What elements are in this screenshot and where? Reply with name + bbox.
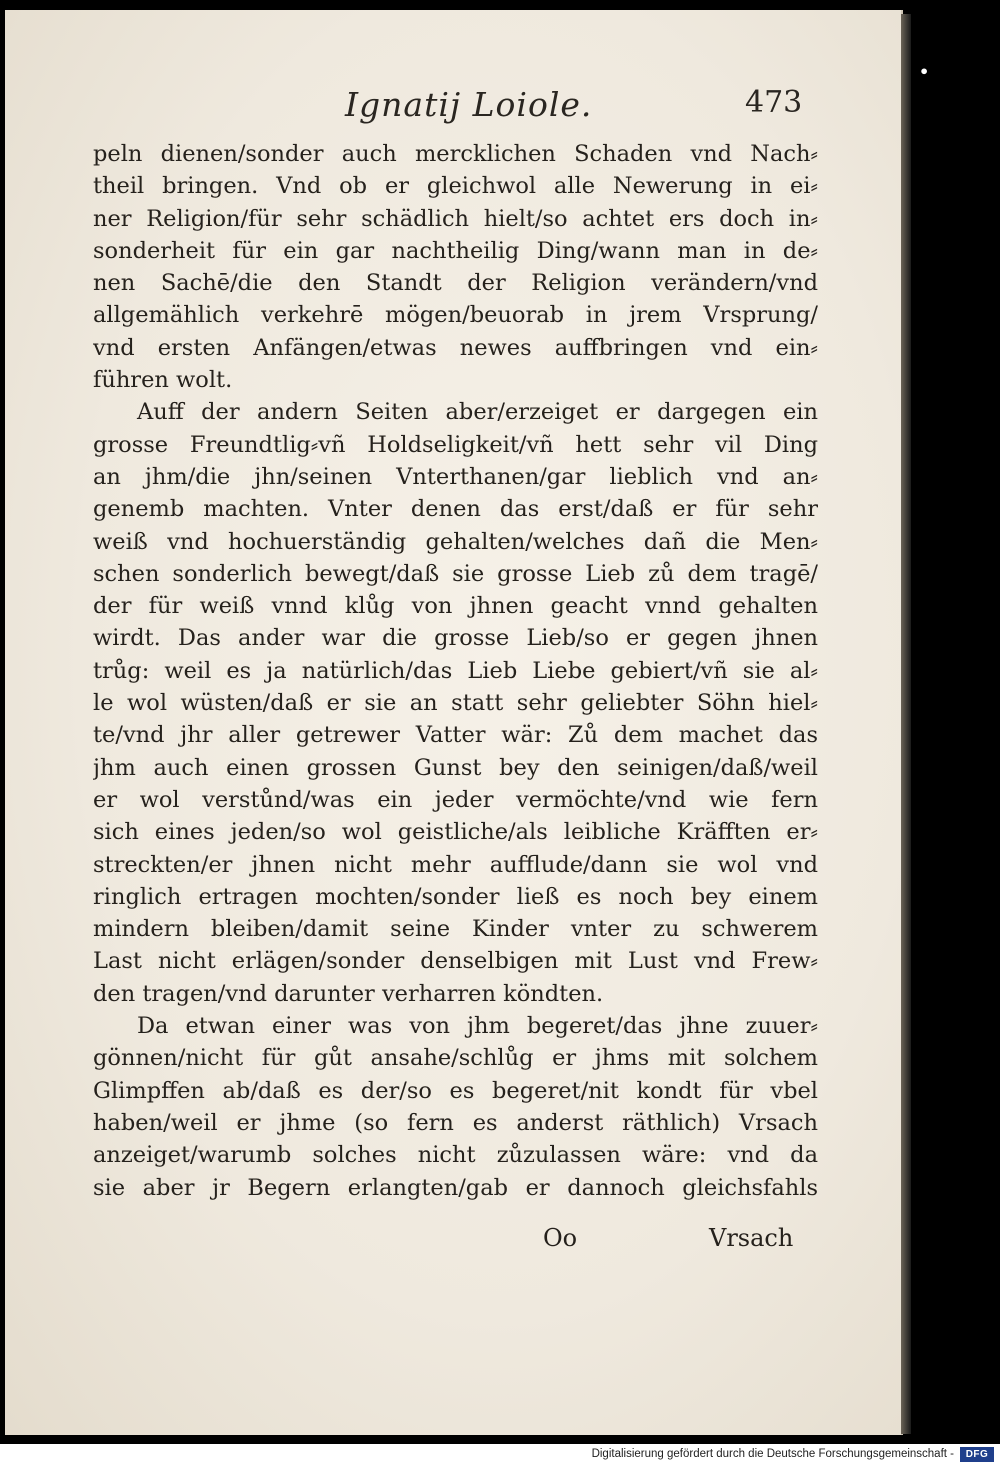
text-line: genemb machten. Vnter denen das erst/daß er für sehr: [93, 496, 818, 523]
text-line: le wol wüsten/daß er sie an statt sehr geliebter Söhn hiel⸗: [93, 690, 818, 717]
text-line: der für weiß vnnd klůg von jhnen geacht vnnd gehalten: [93, 593, 818, 620]
text-line: anzeiget/warumb solches nicht zůzulassen wäre: vnd da: [93, 1142, 818, 1169]
credit-bar: [0, 1444, 1000, 1466]
text-line: Last nicht erlägen/sonder denselbigen mit Lust vnd Frew⸗: [93, 948, 818, 975]
funding-credit: Digitalisierung gefördert durch die Deutsche Forschungsgemeinschaft -: [591, 1448, 954, 1460]
text-line: sie aber jr Begern erlangten/gab er dannoch gleichsfahls: [93, 1174, 818, 1201]
page-header: [345, 85, 825, 125]
book-page: [5, 10, 903, 1435]
text-line: nen Sachē/die den Standt der Religion verändern/vnd: [93, 270, 818, 297]
page-edge-shadow: [901, 14, 911, 1434]
text-line: grosse Freundtlig⸗vñ Holdseligkeit/vñ hett sehr vil Ding: [93, 431, 818, 458]
text-line: sich eines jeden/so wol geistliche/als leibliche Kräfften er⸗: [93, 819, 818, 846]
text-line: streckten/er jhnen nicht mehr aufflude/dann sie wol vnd: [93, 851, 818, 878]
page-footer: [93, 1224, 818, 1260]
text-line: weiß vnd hochuerständig gehalten/welches dañ die Men⸗: [93, 528, 818, 555]
text-line: Da etwan einer was von jhm begeret/das jhne zuuer⸗: [137, 1013, 818, 1040]
text-line: an jhm/die jhn/seinen Vnterthanen/gar lieblich vnd an⸗: [93, 463, 818, 490]
text-line: jhm auch einen grossen Gunst bey den seinigen/daß/weil: [93, 754, 818, 781]
dfg-logo: DFG: [960, 1447, 994, 1462]
text-line: ner Religion/für sehr schädlich hielt/so achtet ers doch in⸗: [93, 205, 818, 232]
text-line: mindern bleiben/damit seine Kinder vnter zu schwerem: [93, 916, 818, 943]
body-text: [93, 138, 818, 1204]
page-number: 473: [745, 85, 803, 120]
signature-mark: Oo: [543, 1224, 578, 1252]
text-line: führen wolt.: [93, 367, 233, 394]
text-line: trůg: weil es ja natürlich/das Lieb Liebe gebiert/vñ sie al⸗: [93, 657, 818, 684]
text-line: schen sonderlich bewegt/daß sie grosse Lieb zů dem tragē/: [93, 560, 818, 587]
catchword: Vrsach: [709, 1224, 794, 1252]
text-line: allgemählich verkehrē mögen/beuorab in jrem Vrsprung/: [93, 302, 818, 329]
text-line: gönnen/nicht für gůt ansahe/schlůg er jhms mit solchem: [93, 1045, 818, 1072]
edge-speck: •: [919, 62, 930, 81]
text-line: te/vnd jhr aller getrewer Vatter wär: Zů dem machet das: [93, 722, 818, 749]
text-line: ringlich ertragen mochten/sonder ließ es noch bey einem: [93, 883, 818, 910]
text-line: haben/weil er jhme (so fern es anderst räthlich) Vrsach: [93, 1109, 818, 1136]
text-line: Auff der andern Seiten aber/erzeiget er dargegen ein: [137, 399, 818, 426]
text-line: sonderheit für ein gar nachtheilig Ding/wann man in de⸗: [93, 237, 818, 264]
text-line: Glimpffen ab/daß es der/so es begeret/nit kondt für vbel: [93, 1077, 818, 1104]
text-line: peln dienen/sonder auch mercklichen Schaden vnd Nach⸗: [93, 141, 818, 167]
text-line: vnd ersten Anfängen/etwas newes auffbringen vnd ein⸗: [93, 334, 818, 361]
text-line: wirdt. Das ander war die grosse Lieb/so er gegen jhnen: [93, 625, 818, 652]
text-line: er wol verstůnd/was ein jeder vermöchte/vnd wie fern: [93, 786, 818, 813]
text-line: den tragen/vnd darunter verharren köndten.: [93, 980, 604, 1007]
text-line: theil bringen. Vnd ob er gleichwol alle Newerung in ei⸗: [93, 173, 818, 200]
running-title: Ignatij Loiole.: [345, 85, 593, 124]
